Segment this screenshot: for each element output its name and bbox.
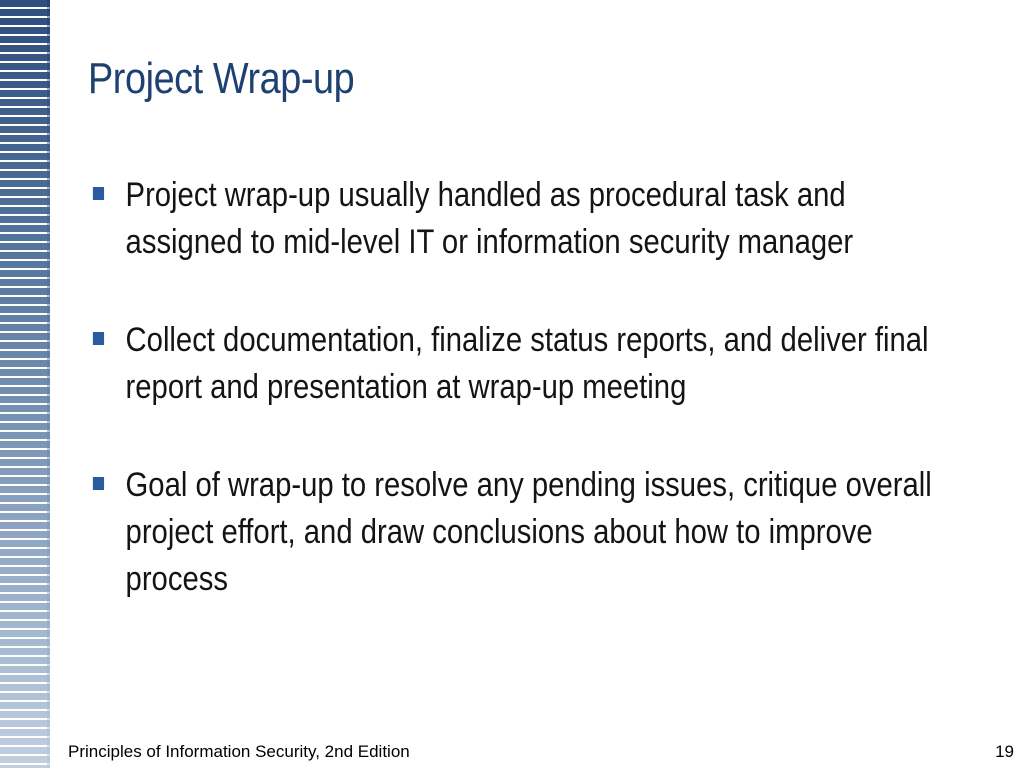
bullet-text: Collect documentation, finalize status reports, and deliver final report and presentation at wrap-up meeting [125, 321, 929, 406]
bullet-item [86, 462, 946, 603]
square-bullet-icon [93, 477, 104, 490]
bullet-text: Project wrap-up usually handled as procedural task and assigned to mid-level IT or information security manager [125, 176, 854, 261]
footer-text: Principles of Information Security, 2nd Edition [68, 742, 410, 761]
decorative-stripe-bar [0, 0, 52, 768]
square-bullet-icon [93, 332, 104, 345]
bullet-list [86, 172, 946, 603]
square-bullet-icon [93, 187, 104, 200]
bullet-text: Goal of wrap-up to resolve any pending issues, critique overall project effort, and draw conclusions about how to improve process [125, 466, 932, 598]
bullet-item [86, 172, 946, 266]
slide-title: Project Wrap-up [88, 54, 355, 103]
bullet-item [86, 317, 946, 411]
page-number: 19 [995, 742, 1014, 761]
